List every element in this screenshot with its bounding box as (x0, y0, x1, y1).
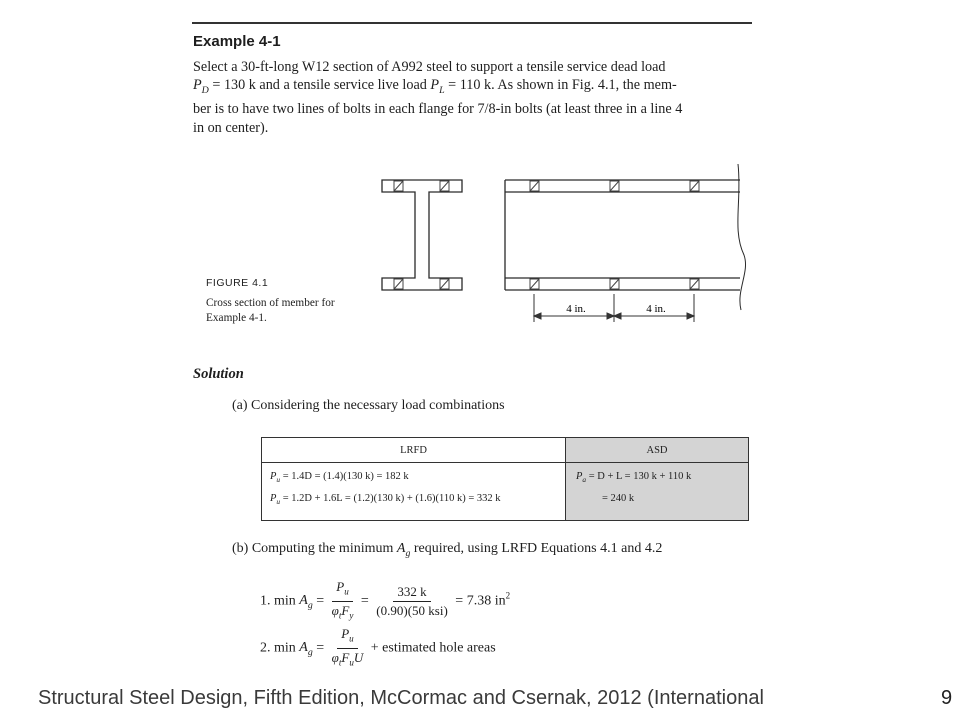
solution-heading: Solution (193, 366, 244, 382)
asd-cell (566, 463, 749, 521)
step-b: (b) Computing the minimum $A_g$ required, using LRFD Equations 4.1 and 4.2 (232, 541, 663, 559)
flange-bolt-holes (394, 181, 449, 289)
example-heading: Example 4-1 (193, 33, 281, 50)
problem-text-3: ber is to have two lines of bolts in each flange for 7/8-in bolts (at least three in a line 4 (193, 101, 683, 118)
elevation-bolt-holes (530, 181, 699, 289)
w-section-cross-section (382, 180, 462, 290)
lrfd-header: LRFD (262, 438, 566, 463)
eq2-fraction: $\frac{P_u}{\varphi_tF_uU}$ (331, 626, 364, 668)
problem-text-4: in on center). (193, 119, 269, 136)
slide-footer-citation: Structural Steel Design, Fifth Edition, McCormac and Csernak, 2012 (International (38, 687, 764, 709)
figure-title: FIGURE 4.1 (206, 277, 269, 289)
member-elevation (505, 164, 746, 310)
load-combinations-table (261, 437, 749, 521)
eq1-prefix: 1. min (260, 593, 300, 609)
eq2-prefix: 2. min (260, 640, 300, 656)
asd-header: ASD (566, 438, 749, 463)
problem-text-1: Select a 30-ft-long W12 section of A992 steel to support a tensile service dead load (193, 59, 666, 75)
top-rule (192, 22, 752, 24)
pl-symbol: $P_L$ (430, 77, 445, 97)
lrfd-line-1: $P_u = 1.4D = (1.4)(130$ k) = 182 k (270, 471, 409, 485)
eq1-numerator: 332 k (393, 584, 430, 602)
table-header-row (262, 438, 749, 463)
asd-line-1: $P_a = D + L = 130$ k + 110 k (576, 471, 692, 485)
dimension-label-right: 4 in. (646, 303, 666, 315)
break-line (738, 164, 746, 310)
eq2-tail: + estimated hole areas (370, 640, 496, 656)
problem-statement (193, 58, 755, 137)
eq1-fraction-2 (372, 584, 452, 619)
step-b-end: required, using LRFD Equations 4.1 and 4.2 (410, 541, 663, 556)
pd-symbol: $P_D$ (193, 77, 209, 97)
asd-line-1-text: = D + L = 130 k + 110 k (586, 471, 692, 482)
dimension-label-left: 4 in. (566, 303, 586, 315)
table-row (262, 463, 749, 521)
problem-pd: = 130 k and a tensile service live load (208, 77, 431, 94)
page-number: 9 (941, 687, 953, 709)
equation-2: 2. $\min A_g$ = $\frac{P_u}{\varphi_tF_uU}$ + estimated hole areas (260, 626, 496, 670)
w-section-outline (382, 180, 462, 290)
eq1-denominator: (0.90)(50 ksi) (376, 602, 448, 618)
equation-1: 1. $\min A_g$ = $\frac{P_u}{\varphi_tF_y}$ = $\frac{332 k}{\text{(0.90)(50 ksi)}}$ = 7.38 $in^2$ (260, 579, 510, 623)
problem-pl: = 110 k. As shown in Fig. 4.1, the mem- (444, 77, 677, 94)
figure-caption: Cross section of member for Example 4-1. (206, 297, 335, 324)
step-a: (a) Considering the necessary load combinations (232, 398, 505, 413)
figure-4-1-drawing (370, 160, 760, 330)
asd-line-2: = 240 k (602, 493, 635, 505)
eq1-fraction-1: $\frac{P_u}{\varphi_tF_y}$ (331, 579, 354, 621)
eq1-result: = 7.38 in (455, 593, 506, 609)
lrfd-line-2: $P_u = 1.2D + 1.6L = (1.2)(130$ k) + (1.6)(110 k) = 332 k (270, 493, 501, 507)
lrfd-cell (262, 463, 566, 521)
step-b-text: (b) Computing the minimum (232, 541, 397, 556)
lrfd-line-1-text: = 1.4D = (1.4)(130 k) = 182 k (280, 471, 409, 482)
lrfd-line-2-text: = 1.2D + 1.6L = (1.2)(130 k) + (1.6)(110 k) = 332 k (280, 493, 501, 505)
